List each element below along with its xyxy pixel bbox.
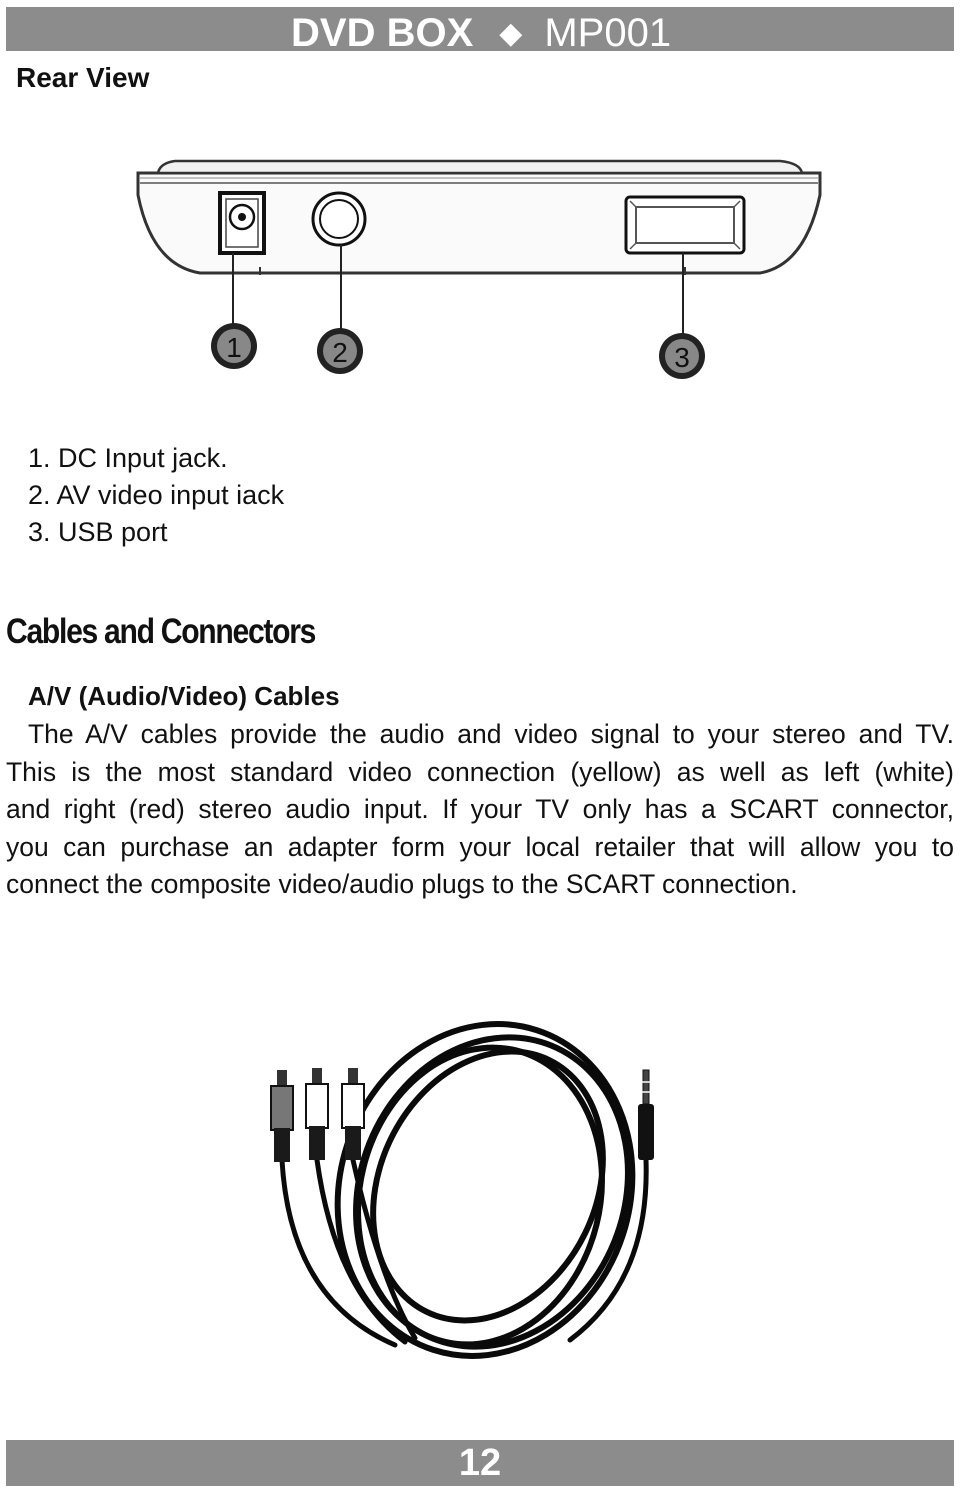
dc-jack-icon	[220, 193, 264, 253]
rear-view-illustration	[100, 125, 860, 425]
paragraph-line: you can purchase an adapter form your local retailer that will allow you to	[6, 831, 954, 862]
paragraph-line: connect the composite video/audio plugs to the SCART connection.	[6, 869, 798, 899]
callout-3	[659, 333, 705, 379]
callout-2	[317, 328, 363, 374]
paragraph-line: The A/V cables provide the audio and video signal to your stereo and TV.	[28, 719, 954, 749]
header-brand: DVD BOX	[291, 10, 474, 55]
callout-2-label: 2	[332, 337, 348, 368]
usb-port-icon	[626, 197, 744, 253]
callout-3-label: 3	[674, 342, 690, 373]
body-paragraph	[6, 716, 954, 904]
list-item: 1. DC Input jack.	[28, 443, 228, 473]
header-bar	[6, 7, 954, 55]
rca-plug-red-icon	[271, 1070, 293, 1162]
diamond-icon: ◆	[499, 16, 523, 50]
av-cable-illustration	[230, 1000, 710, 1390]
header-title	[291, 11, 671, 55]
list-item: 2. AV video input iack	[28, 480, 285, 510]
rca-plug-white-icon	[306, 1068, 328, 1160]
paragraph-line: and right (red) stereo audio input. If your TV only has a SCART connector,	[6, 794, 954, 824]
rear-parts-list	[28, 440, 284, 551]
callout-1-label: 1	[226, 332, 242, 363]
rear-view-title: Rear View	[16, 62, 150, 93]
cable-coils	[295, 1000, 675, 1390]
list-item: 3. USB port	[28, 517, 168, 547]
header-model: MP001	[544, 10, 672, 55]
callout-1	[211, 323, 257, 369]
section-title: Cables and Connectors	[6, 612, 316, 651]
page-number: 12	[458, 1441, 502, 1484]
minijack-plug-icon	[638, 1070, 654, 1160]
footer-bar	[6, 1440, 954, 1486]
sub-title: A/V (Audio/Video) Cables	[28, 681, 340, 711]
paragraph-line: This is the most standard video connection (yellow) as well as left (white)	[6, 756, 954, 787]
av-jack-icon	[313, 193, 365, 245]
rca-plug-yellow-icon	[342, 1068, 364, 1160]
